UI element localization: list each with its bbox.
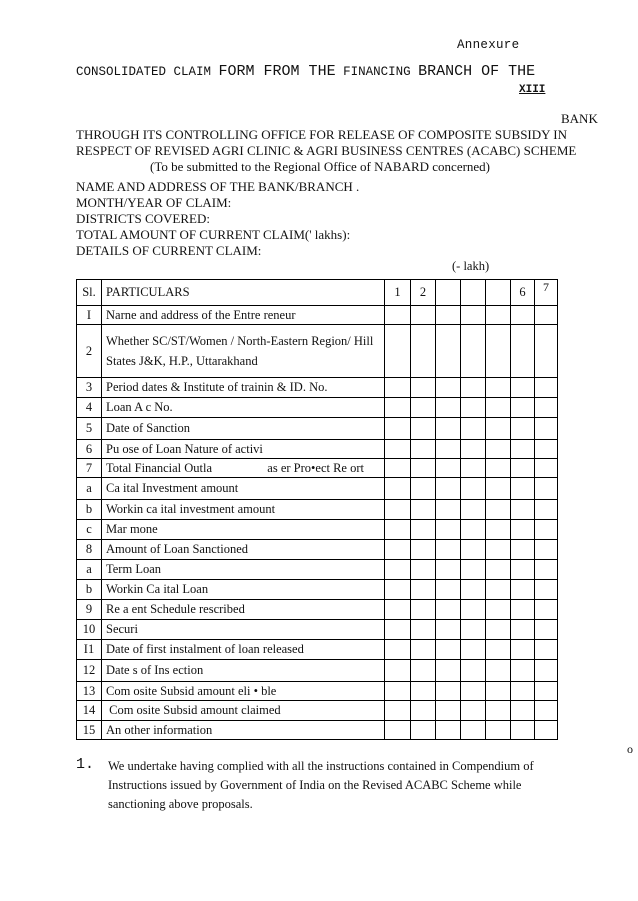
row-sl: 14: [77, 701, 102, 721]
cell: [385, 378, 411, 398]
cell: [535, 540, 558, 560]
cell: [461, 440, 486, 459]
cell: [385, 398, 411, 418]
cell: [385, 325, 411, 378]
cell: [461, 701, 486, 721]
cell: [486, 540, 511, 560]
cell: [535, 306, 558, 325]
cell: [461, 306, 486, 325]
header-col-7: 7: [535, 280, 558, 306]
cell: [486, 325, 511, 378]
cell: [535, 660, 558, 682]
row-particular: Com osite Subsid amount claimed: [102, 701, 385, 721]
cell: [461, 540, 486, 560]
cell: [411, 580, 436, 600]
row-sl: 3: [77, 378, 102, 398]
cell: [436, 418, 461, 440]
cell: [486, 580, 511, 600]
cell: [461, 418, 486, 440]
cell: [486, 660, 511, 682]
cell: [511, 560, 535, 580]
cell: [486, 478, 511, 500]
undertaking-text: We undertake having complied with all the instructions contained in Compendium of Instructions issued by Government of India on the Revised ACABC Scheme while sanctioning above proposals.: [108, 759, 534, 811]
row-sl: a: [77, 478, 102, 500]
header-col-4: [461, 280, 486, 306]
cell: [511, 540, 535, 560]
table-row: [77, 440, 558, 459]
header-col-1: 1: [385, 280, 411, 306]
cell: [461, 520, 486, 540]
table-row: [77, 682, 558, 701]
cell: [511, 640, 535, 660]
cell: [461, 580, 486, 600]
cell: [385, 418, 411, 440]
cell: [535, 478, 558, 500]
table-row: [77, 560, 558, 580]
cell: [436, 378, 461, 398]
header-col-2: 2: [411, 280, 436, 306]
cell: [436, 520, 461, 540]
header-col-6: 6: [511, 280, 535, 306]
row-particular: Pu ose of Loan Nature of activi: [102, 440, 385, 459]
cell: [511, 682, 535, 701]
cell: [461, 660, 486, 682]
cell: [486, 520, 511, 540]
cell: [461, 640, 486, 660]
row-particular: Amount of Loan Sanctioned: [102, 540, 385, 560]
field-total-amount: TOTAL AMOUNT OF CURRENT CLAIM(' lakhs):: [76, 227, 351, 242]
cell: [535, 440, 558, 459]
cell: [385, 306, 411, 325]
cell: [411, 398, 436, 418]
cell: [436, 325, 461, 378]
row-sl: 12: [77, 660, 102, 682]
cell: [535, 378, 558, 398]
cell: [385, 560, 411, 580]
row-sl: 13: [77, 682, 102, 701]
title-part-4: BRANCH OF THE: [418, 63, 536, 80]
cell: [486, 560, 511, 580]
cell: [411, 560, 436, 580]
row-sl: 2: [77, 325, 102, 378]
table-row: [77, 620, 558, 640]
title-part-2: FORM FROM THE: [218, 63, 336, 80]
cell: [511, 721, 535, 740]
cell: [511, 660, 535, 682]
cell: [511, 701, 535, 721]
row-particular: Period dates & Institute of trainin & ID. No.: [102, 378, 385, 398]
row-sl: b: [77, 500, 102, 520]
cell: [511, 580, 535, 600]
table-row: [77, 500, 558, 520]
cell: [461, 560, 486, 580]
cell: [411, 520, 436, 540]
cell: [486, 721, 511, 740]
cell: [535, 600, 558, 620]
row-sl: 7: [77, 459, 102, 478]
cell: [411, 440, 436, 459]
cell: [385, 478, 411, 500]
cell: [535, 580, 558, 600]
row-sl: I1: [77, 640, 102, 660]
split-wrap: [106, 461, 380, 476]
cell: [511, 440, 535, 459]
field-month-year: MONTH/YEAR OF CLAIM:: [76, 195, 232, 210]
cell: [411, 540, 436, 560]
cell: [486, 418, 511, 440]
row-particular: Ca ital Investment amount: [102, 478, 385, 500]
cell: [385, 620, 411, 640]
row-sl: 6: [77, 440, 102, 459]
cell: [486, 620, 511, 640]
bank-label: BANK: [561, 111, 598, 126]
cell: [411, 500, 436, 520]
table-row: [77, 478, 558, 500]
heading-line-1: THROUGH ITS CONTROLLING OFFICE FOR RELEASE OF COMPOSITE SUBSIDY IN: [76, 127, 568, 142]
cell: [461, 398, 486, 418]
cell: [486, 440, 511, 459]
cell: [385, 520, 411, 540]
table-row: [77, 378, 558, 398]
cell: [436, 500, 461, 520]
row-particular: An other information: [102, 721, 385, 740]
cell: [511, 500, 535, 520]
cell: [486, 640, 511, 660]
cell: [436, 398, 461, 418]
table-row: [77, 459, 558, 478]
heading-line-2: RESPECT OF REVISED AGRI CLINIC & AGRI BUSINESS CENTRES (ACABC) SCHEME: [76, 143, 577, 158]
cell: [486, 682, 511, 701]
cell: [486, 500, 511, 520]
cell: [385, 500, 411, 520]
cell: [385, 721, 411, 740]
cell: [411, 478, 436, 500]
unit-note: (- lakh): [452, 259, 490, 273]
title-part-3: FINANCING: [343, 65, 411, 79]
cell: [486, 459, 511, 478]
cell: [535, 721, 558, 740]
cell: [486, 701, 511, 721]
cell: [411, 306, 436, 325]
cell: [385, 580, 411, 600]
row-sl: 10: [77, 620, 102, 640]
row-sl: 15: [77, 721, 102, 740]
table-row: [77, 540, 558, 560]
cell: [535, 620, 558, 640]
cell: [461, 620, 486, 640]
cell: [411, 721, 436, 740]
cell: [461, 500, 486, 520]
cell: [511, 306, 535, 325]
cell: [436, 306, 461, 325]
row-particular: Date s of Ins ection: [102, 660, 385, 682]
cell: [535, 701, 558, 721]
row-particular: Workin Ca ital Loan: [102, 580, 385, 600]
row-sl: I: [77, 306, 102, 325]
cell: [411, 640, 436, 660]
cell: [535, 325, 558, 378]
cell: [461, 682, 486, 701]
cell: [461, 325, 486, 378]
cell: [436, 560, 461, 580]
table-row: [77, 418, 558, 440]
cell: [385, 600, 411, 620]
cell: [411, 620, 436, 640]
cell: [411, 701, 436, 721]
row-particular-split: [102, 459, 385, 478]
cell: [511, 478, 535, 500]
cell: [436, 600, 461, 620]
cell: [385, 701, 411, 721]
cell: [411, 600, 436, 620]
table-row: [77, 306, 558, 325]
cell: [486, 378, 511, 398]
row-particular: Whether SC/ST/Women / North-Eastern Region/ Hill States J&K, H.P., Uttarakhand: [102, 325, 385, 378]
cell: [486, 398, 511, 418]
cell: [461, 378, 486, 398]
annexure-label: Annexure: [457, 38, 520, 52]
cell: [436, 660, 461, 682]
row-particular: Securi: [102, 620, 385, 640]
cell: [436, 701, 461, 721]
cell: [385, 682, 411, 701]
table-header-row: [77, 280, 558, 306]
row-sl: a: [77, 560, 102, 580]
field-name-address: NAME AND ADDRESS OF THE BANK/BRANCH .: [76, 179, 360, 194]
cell: [535, 640, 558, 660]
row-particular: Total Financial Outla: [106, 460, 213, 475]
cell: [511, 418, 535, 440]
row-particular-right: as er Pro•ect Re ort: [267, 460, 364, 475]
table-row: [77, 580, 558, 600]
row-particular: Term Loan: [102, 560, 385, 580]
cell: [535, 560, 558, 580]
row-particular: Workin ca ital investment amount: [102, 500, 385, 520]
cell: [411, 682, 436, 701]
cell: [461, 721, 486, 740]
cell: [535, 398, 558, 418]
cell: [385, 459, 411, 478]
table-row: [77, 520, 558, 540]
stray-mark: o: [627, 742, 633, 756]
cell: [535, 459, 558, 478]
cell: [511, 398, 535, 418]
table-row: [77, 701, 558, 721]
cell: [461, 459, 486, 478]
undertaking-number: 1.: [76, 756, 95, 773]
table-row: [77, 398, 558, 418]
form-title: [76, 63, 535, 80]
row-sl: b: [77, 580, 102, 600]
cell: [535, 418, 558, 440]
claim-table: [76, 279, 558, 740]
cell: [385, 540, 411, 560]
cell: [535, 682, 558, 701]
table-row: [77, 721, 558, 740]
cell: [436, 478, 461, 500]
cell: [486, 600, 511, 620]
row-sl: 4: [77, 398, 102, 418]
cell: [461, 600, 486, 620]
header-particulars: PARTICULARS: [102, 280, 385, 306]
cell: [411, 418, 436, 440]
row-particular: Com osite Subsid amount eli • ble: [102, 682, 385, 701]
cell: [436, 721, 461, 740]
cell: [411, 378, 436, 398]
header-col-3: [436, 280, 461, 306]
cell: [411, 660, 436, 682]
cell: [511, 620, 535, 640]
row-particular: Narne and address of the Entre reneur: [102, 306, 385, 325]
cell: [511, 459, 535, 478]
row-particular: Mar mone: [102, 520, 385, 540]
roman-numeral: XIII: [519, 84, 546, 96]
cell: [436, 682, 461, 701]
cell: [535, 500, 558, 520]
row-particular: Re a ent Schedule rescribed: [102, 600, 385, 620]
table-row: [77, 660, 558, 682]
row-sl: 8: [77, 540, 102, 560]
cell: [385, 660, 411, 682]
header-col-5: [486, 280, 511, 306]
table-row: [77, 325, 558, 378]
cell: [511, 520, 535, 540]
table-row: [77, 600, 558, 620]
cell: [511, 600, 535, 620]
cell: [461, 478, 486, 500]
cell: [385, 640, 411, 660]
cell: [436, 620, 461, 640]
row-sl: 9: [77, 600, 102, 620]
field-details: DETAILS OF CURRENT CLAIM:: [76, 243, 262, 258]
cell: [511, 378, 535, 398]
cell: [411, 459, 436, 478]
cell: [436, 440, 461, 459]
row-particular: Loan A c No.: [102, 398, 385, 418]
cell: [511, 325, 535, 378]
cell: [436, 540, 461, 560]
field-districts: DISTRICTS COVERED:: [76, 211, 210, 226]
cell: [411, 325, 436, 378]
header-sl: Sl.: [77, 280, 102, 306]
cell: [385, 440, 411, 459]
row-sl: c: [77, 520, 102, 540]
subtitle: (To be submitted to the Regional Office of NABARD concerned): [150, 159, 491, 174]
title-part-1: CONSOLIDATED CLAIM: [76, 65, 212, 79]
table-row: [77, 640, 558, 660]
cell: [436, 580, 461, 600]
cell: [436, 640, 461, 660]
row-sl: 5: [77, 418, 102, 440]
cell: [535, 520, 558, 540]
cell: [436, 459, 461, 478]
row-particular: Date of first instalment of loan released: [102, 640, 385, 660]
row-particular: Date of Sanction: [102, 418, 385, 440]
cell: [486, 306, 511, 325]
